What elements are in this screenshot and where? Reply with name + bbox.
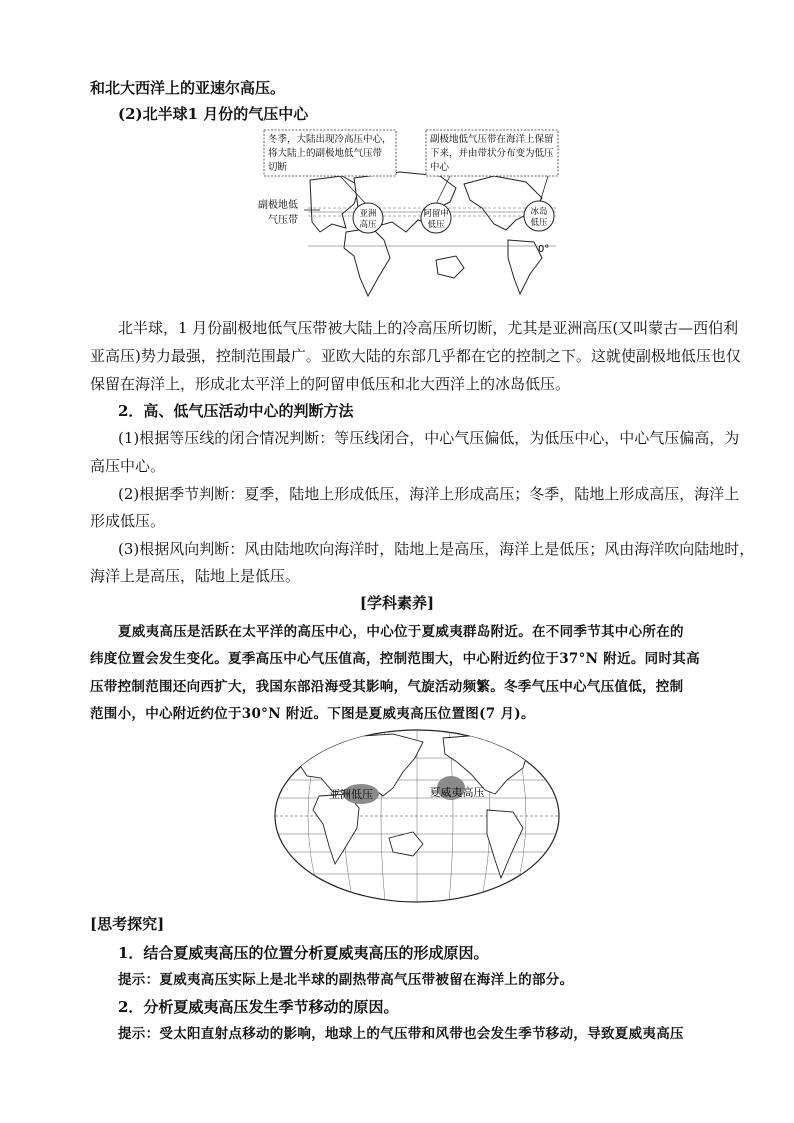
method2-line: (2)根据季节判断：夏季，陆地上形成低压，海洋上形成高压；冬季，陆地上形成高压，海洋上 <box>118 485 740 503</box>
aleutian-low-label: 低压 <box>427 220 445 230</box>
hawaii-high-label: 夏威夷高压 <box>429 786 485 799</box>
heading-2: 2．高、低气压活动中心的判断方法 <box>118 402 354 420</box>
callout-right-line: 副极地低气压带在海洋上保留 <box>430 134 554 145</box>
method2-line: 形成低压。 <box>90 512 166 530</box>
answer-2: 提示：受太阳直射点移动的影响，地球上的气压带和风带也会发生季节移动，导致夏威夷高压 <box>118 1026 684 1042</box>
para1-line: 北半球，1 月份副极地低气压带被大陆上的冷高压所切断，尤其是亚洲高压(又叫蒙古—西伯利 <box>118 319 739 337</box>
para1-line: 保留在海洋上，形成北太平洋上的阿留申低压和北大西洋上的冰岛低压。 <box>90 375 571 393</box>
literacy-line: 压带控制范围还向西扩大，我国东部沿海受其影响，气旋活动频繁。冬季气压中心气压值低，控制 <box>90 679 684 695</box>
subsection-2-title: (2)北半球1 月份的气压中心 <box>118 105 309 123</box>
question-2: 2．分析夏威夷高压发生季节移动的原因。 <box>118 998 399 1016</box>
method3-line: (3)根据风向判断：风由陆地吹向海洋时，陆地上是高压，海洋上是低压；风由海洋吹向陆地时， <box>118 540 755 558</box>
method1-line: 高压中心。 <box>90 457 166 475</box>
asia-high-label: 高压 <box>359 220 377 230</box>
callout-right-line: 中心 <box>430 162 450 173</box>
question-1: 1．结合夏威夷高压的位置分析夏威夷高压的形成原因。 <box>118 944 489 962</box>
top-line: 和北大西洋上的亚速尔高压。 <box>90 79 286 97</box>
literacy-line: 夏威夷高压是活跃在太平洋的高压中心，中心位于夏威夷群岛附近。在不同季节其中心所在的 <box>118 624 684 640</box>
callout-left-line: 冬季，大陆出现冷高压中心， <box>268 134 392 145</box>
callout-left-line: 将大陆上的副极地低气压带 <box>268 148 383 159</box>
aleutian-low-label: 阿留申 <box>423 209 449 219</box>
think-title: [思考探究] <box>90 915 165 933</box>
asia-low-label: 亚洲低压 <box>329 788 373 801</box>
literacy-line: 范围小，中心附近约位于30°N 附近。下图是夏威夷高压位置图(7 月)。 <box>90 706 535 722</box>
map-hawaii-high <box>273 728 561 904</box>
method3-line: 海洋上是高压，陆地上是低压。 <box>90 567 301 585</box>
literacy-title: [学科素养] <box>359 594 435 612</box>
side-label-line: 气压带 <box>268 215 298 226</box>
para1-line: 亚高压)势力最强，控制范围最广。亚欧大陆的东部几乎都在它的控制之下。这就使副极地低压也仅 <box>90 347 741 365</box>
equator-label: 0° <box>538 244 550 255</box>
answer-1: 提示：夏威夷高压实际上是北半球的副热带高气压带被留在海洋上的部分。 <box>118 972 574 988</box>
map-january-pressure <box>250 128 560 300</box>
side-label-line: 副极地低 <box>258 200 298 211</box>
callout-right-line: 下来，并由带状分布变为低压 <box>430 148 554 159</box>
iceland-low-label: 冰岛 <box>530 207 548 217</box>
iceland-low-label: 低压 <box>530 218 548 228</box>
asia-high-label: 亚洲 <box>359 209 377 219</box>
method1-line: (1)根据等压线的闭合情况判断：等压线闭合，中心气压偏低，为低压中心，中心气压偏高，为 <box>118 429 740 447</box>
callout-left-line: 切断 <box>268 162 288 173</box>
literacy-line: 纬度位置会发生变化。夏季高压中心气压值高，控制范围大，中心附近约位于37°N 附近。同时其高 <box>90 651 700 667</box>
